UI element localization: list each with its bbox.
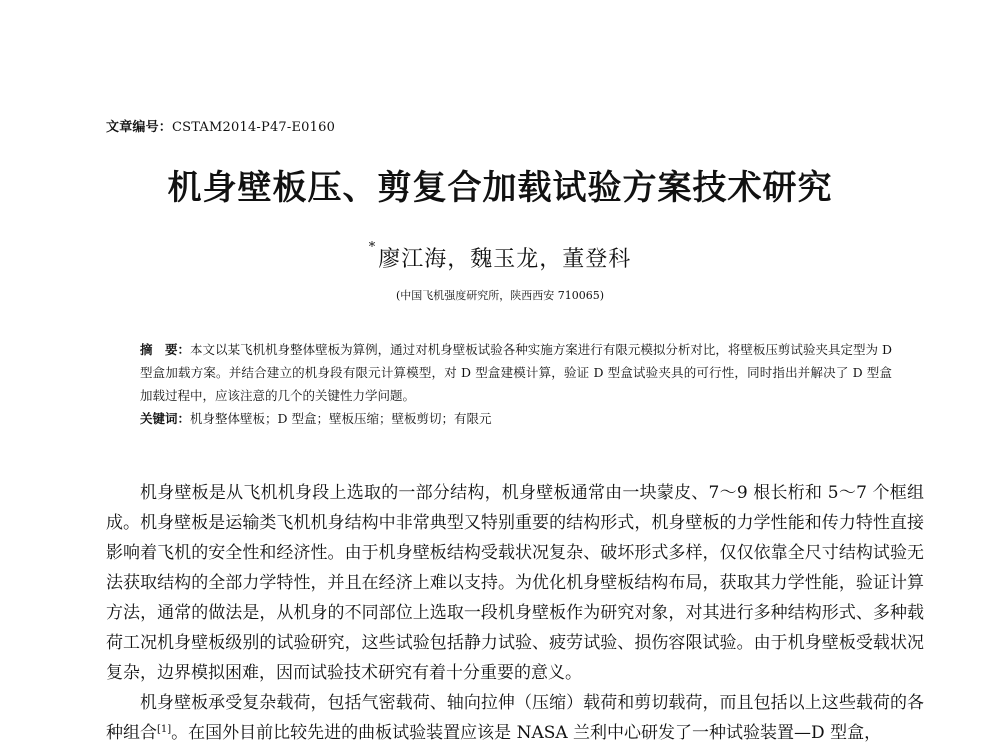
citation-ref[interactable]: [1] (157, 724, 172, 735)
abstract-text: 本文以某飞机机身整体壁板为算例，通过对机身壁板试验各种实施方案进行有限元模拟分析对比，将壁板压剪试验夹具定型为 D 型盒加载方案。并结合建立的机身段有限元计算模型，对 D 型盒建模计算，验证 D 型盒试验夹具的可行性，同时指出并解决了 D 型盒加载过程中，应该注意的几个的关键性力学问题。 (140, 342, 892, 403)
body-paragraph-2-end: 。在国外目前比较先进的曲板试验装置应该是 NASA 兰利中心研发了一种试验装置—D 型盒， (171, 723, 882, 743)
abstract-block (140, 338, 892, 407)
keywords-text: 机身整体壁板；D 型盒；壁板压缩；壁板剪切；有限元 (190, 411, 492, 426)
article-id-label: 文章编号： (106, 120, 173, 135)
keywords-label: 关键词： (140, 411, 191, 426)
body-paragraph-2 (106, 688, 924, 748)
article-id-line (106, 116, 335, 135)
article-id-value: CSTAM2014-P47-E0160 (172, 120, 336, 135)
paper-title: 机身壁板压、剪复合加载试验方案技术研究 (167, 168, 833, 208)
abstract-label: 摘 要： (140, 342, 191, 357)
author-names: 廖江海，魏玉龙，董登科 (378, 247, 632, 272)
body-text (106, 478, 924, 748)
author-list (0, 242, 1000, 273)
author-affiliation: (中国飞机强度研究所，陕西西安 710065) (395, 289, 605, 302)
body-paragraph-1: 机身壁板是从飞机机身段上选取的一部分结构，机身壁板通常由一块蒙皮、7～9 根长桁和 5～7 个框组成。机身壁板是运输类飞机机身结构中非常典型又特别重要的结构形式，机身壁板的力学性能和传力特性直接影响着飞机的安全性和经济性。由于机身壁板结构受载状况复杂、破坏形式多样，仅仅依靠全尺寸结构试验无法获取结构的全部力学特性，并且在经济上难以支持。为优化机身壁板结构布局，获取其力学性能，验证计算方法，通常的做法是，从机身的不同部位上选取一段机身壁板作为研究对象，对其进行多种结构形式、多种载荷工况机身壁板级别的试验研究，这些试验包括静力试验、疲劳试验、损伤容限试验。由于机身壁板受载状况复杂，边界模拟困难，因而试验技术研究有着十分重要的意义。 (106, 483, 924, 683)
corresponding-author-marker: * (368, 240, 377, 255)
body-paragraph-2-start: 机身壁板承受复杂载荷，包括气密载荷、轴向拉伸（压缩）载荷和剪切载荷，而且包括以上这些载荷的各种组合 (106, 693, 924, 743)
keywords-block (140, 407, 892, 430)
